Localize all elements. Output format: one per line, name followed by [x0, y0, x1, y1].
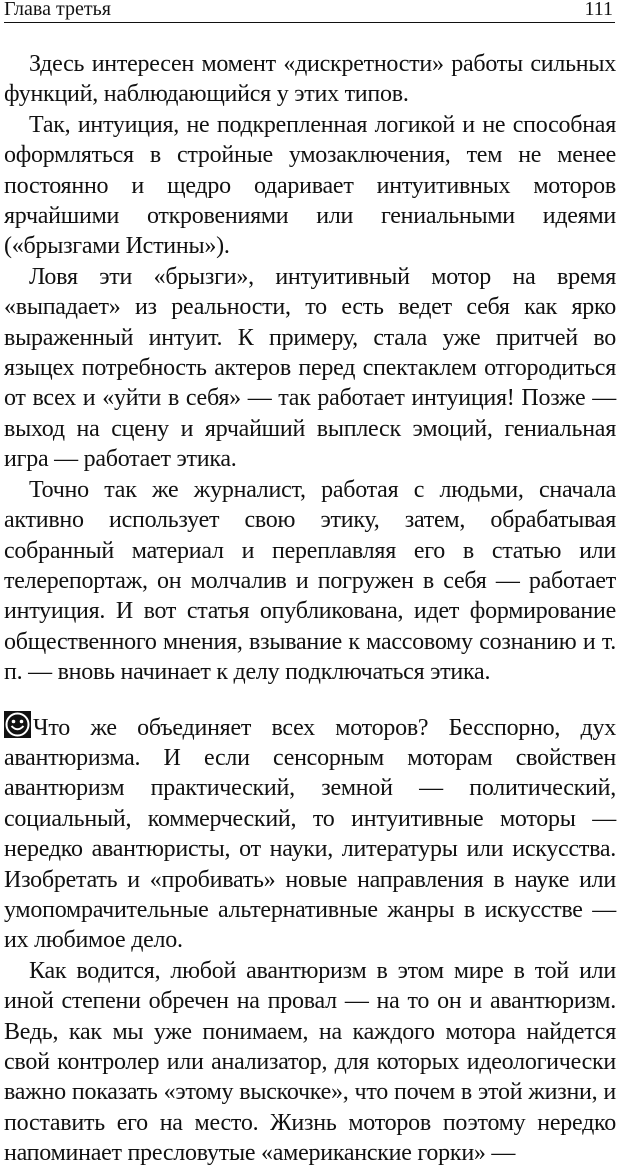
- paragraph-with-icon: [4, 711, 616, 956]
- page-number: 111: [584, 0, 613, 20]
- paragraph: Точно так же журналист, работая с людьми, сначала активно использует свою этику, затем, обрабатывая собранный материал и переплавляя его в статью или телерепортаж, он молчалив и погружен в себя — работает интуиция. И вот статья опубликована, идет формирование общественного мнения, взывание к массовому сознанию и т. п. — вновь начинает к делу подключаться этика.: [4, 476, 616, 686]
- paragraph: Ловя эти «брызги», интуитивный мотор на время «выпадает» из реальности, то есть ведет себя как ярко выраженный интуит. К примеру, стала уже притчей во языцех потребность актеров перед спектаклем отгородиться от всех и «уйти в себя» — так работает интуиция! Позже — выход на сцену и ярчайший выплеск эмоций, гениальная игра — работает этика.: [4, 263, 616, 473]
- paragraph: Так, интуиция, не подкрепленная логикой и не способная оформляться в стройные умозаключения, тем не менее постоянно и щедро одаривает интуитивных моторов ярчайшими откровениями или гениальными идеями («брызгами Истины»).: [4, 111, 616, 260]
- chapter-title: Глава третья: [4, 0, 111, 20]
- paragraph-text: Что же объединяет всех моторов? Бесспорно, дух авантюризма. И если сенсорным моторам свойствен авантюризм практический, земной — политический, социальный, коммерческий, то интуитивные моторы — нередко авантюристы, от науки, литературы или искусства. Изобретать и «пробивать» новые направления в науке или умопомрачительные альтернативные жанры в искусстве — их любимое дело.: [4, 714, 616, 954]
- running-header: [4, 0, 615, 23]
- body-text: [4, 49, 616, 1169]
- paragraph: Как водится, любой авантюризм в этом мире в той или иной степени обречен на провал — на то он и авантюризм. Ведь, как мы уже понимаем, на каждого мотора найдется свой контролер или анализатор, для которых идеологически важно показать «этому выскочке», что почем в этой жизни, и поставить его на место. Жизнь моторов поэтому нередко напоминает пресловутые «американские горки» —: [4, 957, 616, 1167]
- smiley-icon: [4, 711, 31, 738]
- paragraph: Здесь интересен момент «дискретности» работы сильных функций, наблюдающийся у этих типов.: [4, 51, 616, 108]
